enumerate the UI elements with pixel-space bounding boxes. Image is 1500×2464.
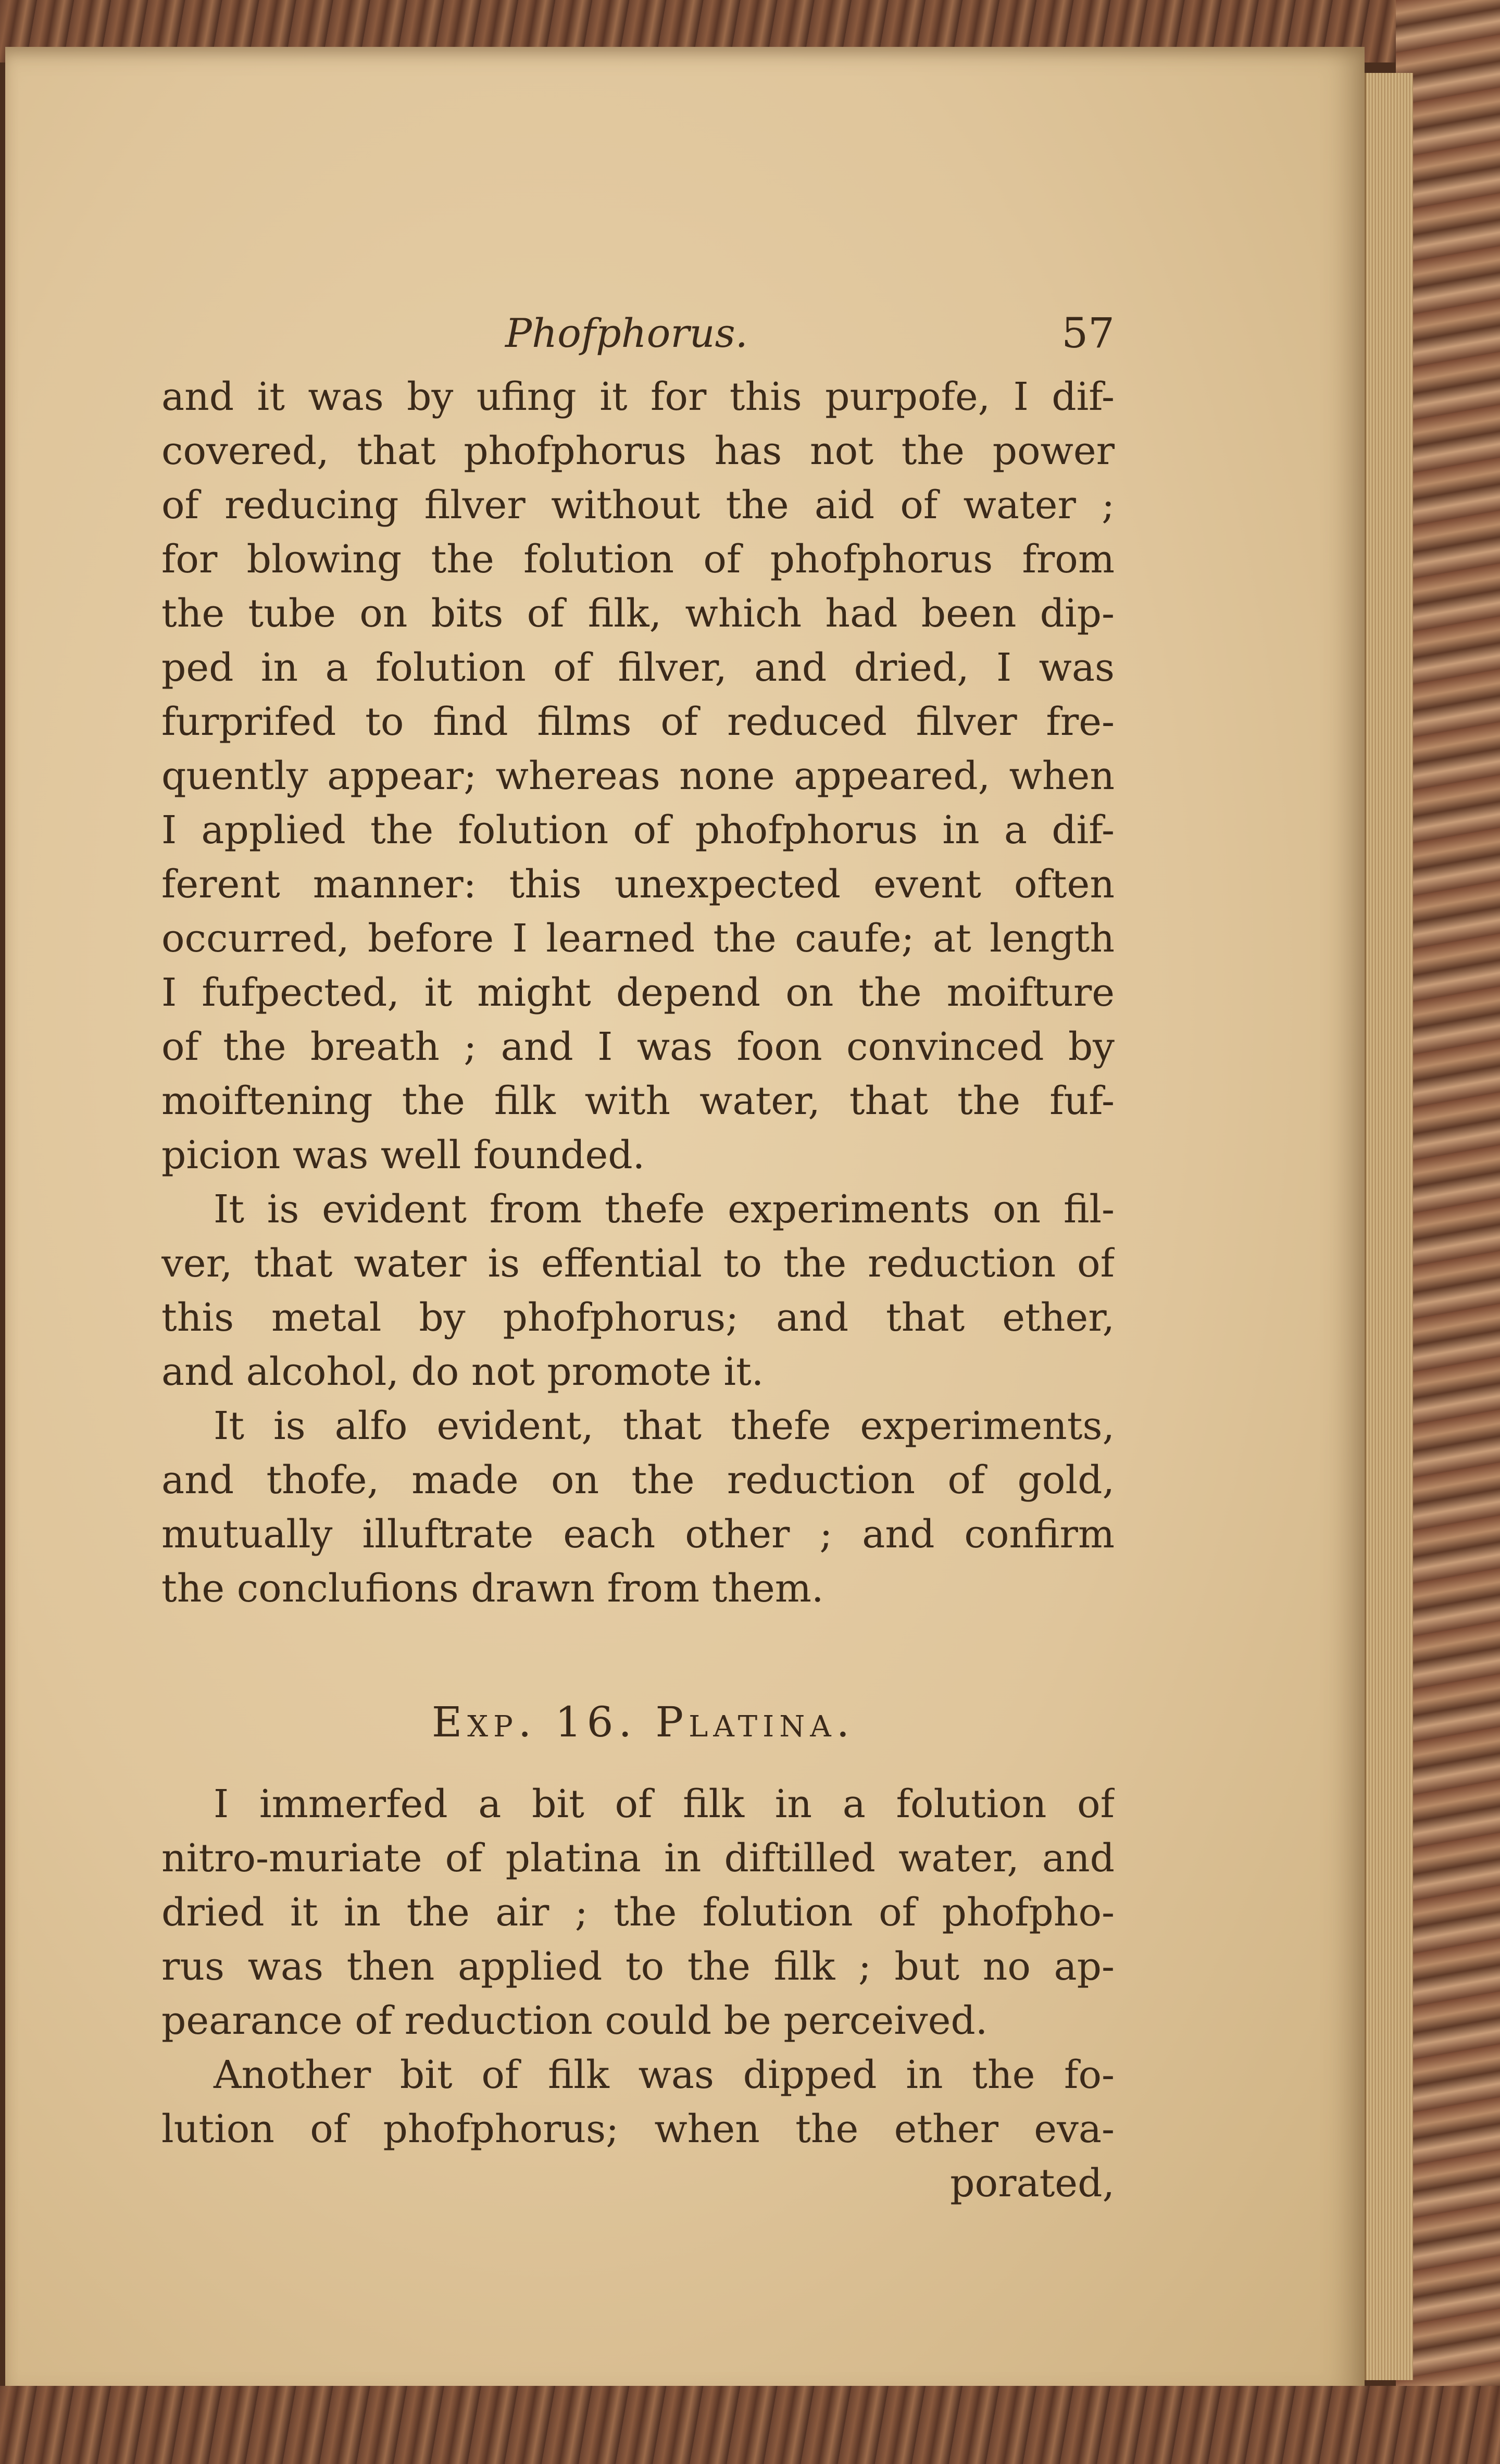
text-line: of reducing filver without the aid of water ; [161, 483, 1115, 528]
text-line: quently appear; whereas none appeared, when [161, 754, 1115, 798]
page-number: 57 [1061, 309, 1115, 357]
text-line: I applied the folution of phofphorus in a dif- [161, 808, 1115, 853]
text-line: pearance of reduction could be perceived. [161, 1998, 988, 2043]
text-line: lution of phofphorus; when the ether eva- [161, 2107, 1115, 2152]
text-line: It is evident from thefe experiments on fil- [214, 1187, 1115, 1232]
text-line: dried it in the air ; the folution of phofpho- [161, 1890, 1115, 1935]
section-gap [161, 1616, 1115, 1668]
page-block-edge [1365, 73, 1413, 2380]
running-head-title: Phofphorus. [505, 310, 748, 356]
text-line: the tube on bits of filk, which had been dip- [161, 591, 1115, 636]
text-line: It is alfo evident, that thefe experiments, [214, 1404, 1115, 1448]
bottom-binding-edge [0, 2386, 1500, 2464]
text-line: this metal by phofphorus; and that ether, [161, 1295, 1115, 1340]
catchword: porated, [950, 2161, 1115, 2206]
text-line: the conclufions drawn from them. [161, 1566, 824, 1611]
text-line: I immerfed a bit of filk in a folution of [214, 1782, 1115, 1827]
body-text [161, 370, 1115, 2210]
text-line: I fufpected, it might depend on the moifture [161, 970, 1115, 1015]
running-head [161, 307, 1115, 359]
text-line: and alcohol, do not promote it. [161, 1349, 764, 1394]
text-line: ferent manner: this unexpected event often [161, 862, 1115, 907]
text-line: furprifed to find films of reduced filver fre- [161, 699, 1115, 744]
text-line: mutually illuftrate each other ; and confirm [161, 1512, 1115, 1557]
section-heading: Exp. 16. Platina. [431, 1698, 855, 1746]
text-line: rus was then applied to the filk ; but no ap- [161, 1944, 1115, 1989]
text-line: ped in a folution of filver, and dried, I was [161, 645, 1115, 690]
text-line: picion was well founded. [161, 1133, 645, 1178]
text-line: ver, that water is effential to the reduction of [161, 1241, 1115, 1286]
text-line: and it was by ufing it for this purpofe, I dif- [161, 374, 1115, 419]
text-line: occurred, before I learned the caufe; at length [161, 916, 1115, 961]
book-page [5, 47, 1365, 2401]
text-line: nitro-muriate of platina in diftilled water, and [161, 1836, 1115, 1881]
text-line: and thofe, made on the reduction of gold, [161, 1458, 1115, 1503]
text-line: covered, that phofphorus has not the power [161, 429, 1115, 473]
text-line: Another bit of filk was dipped in the fo- [214, 2053, 1115, 2097]
text-line: for blowing the folution of phofphorus from [161, 537, 1115, 582]
text-line: moiftening the filk with water, that the fuf- [161, 1079, 1115, 1123]
text-line: of the breath ; and I was foon convinced by [161, 1024, 1115, 1069]
